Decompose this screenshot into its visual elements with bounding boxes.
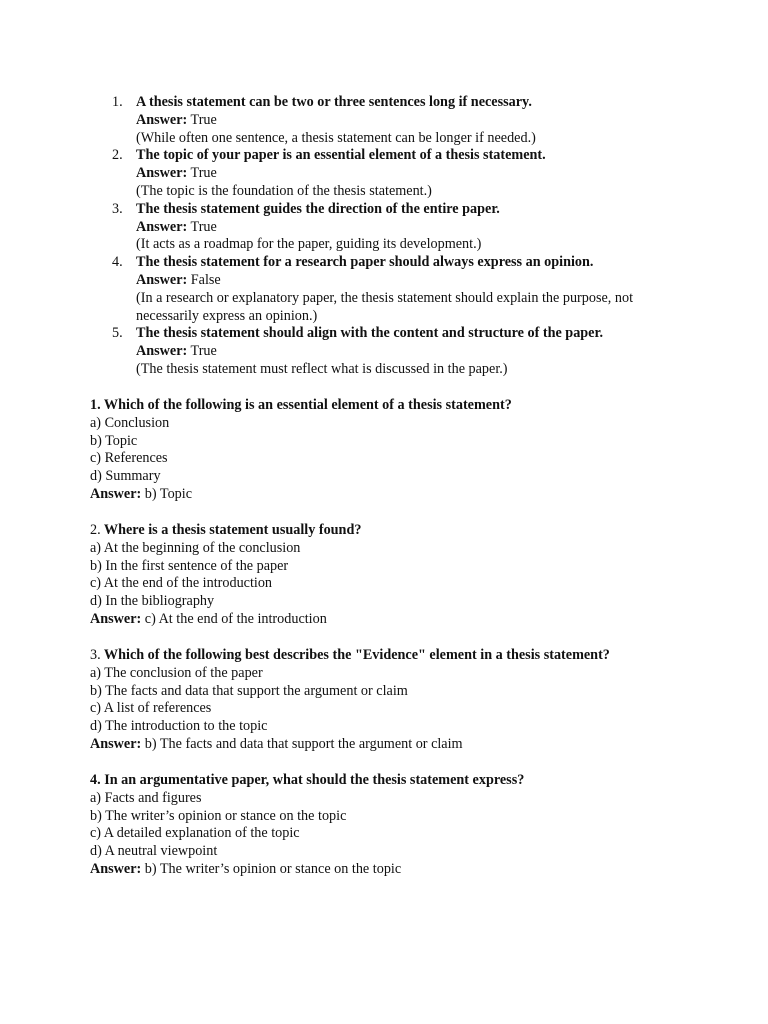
answer-label: Answer:: [90, 485, 142, 502]
option-a: a) At the beginning of the conclusion: [90, 539, 301, 556]
tf-explanation: (It acts as a roadmap for the paper, guiding its development.): [136, 236, 482, 253]
tf-answer: True: [187, 343, 217, 360]
question-text: In an argumentative paper, what should the thesis statement express?: [100, 772, 525, 788]
tf-explanation: (The topic is the foundation of the thesis statement.): [136, 182, 432, 199]
mc-answer-line: [90, 736, 690, 754]
mc-answer-line: [90, 861, 690, 879]
mc-answer: c) At the end of the introduction: [141, 610, 327, 627]
question-number: 1.: [90, 397, 101, 413]
answer-label: Answer:: [90, 860, 142, 877]
mc-answer-line: [90, 611, 690, 629]
tf-answer: True: [187, 111, 217, 128]
question-text: Which of the following is an essential element of a thesis statement?: [100, 397, 512, 413]
tf-statement: The topic of your paper is an essential element of a thesis statement.: [136, 147, 546, 164]
option-c: c) A list of references: [90, 700, 212, 717]
mc-question-line: [90, 772, 690, 790]
tf-answer-line: [136, 272, 678, 290]
tf-item-3: [0, 201, 768, 254]
mc-question-1: [90, 397, 690, 504]
question-text: Which of the following best describes the "Evidence" element in a thesis statement?: [100, 647, 610, 663]
answer-label: Answer:: [136, 165, 188, 182]
tf-answer-line: [136, 219, 678, 237]
tf-item-number: 2.: [112, 147, 123, 164]
option-b: b) Topic: [90, 432, 138, 449]
tf-explanation: (In a research or explanatory paper, the thesis statement should explain the purpose, not necessarily express an opinion.): [136, 289, 634, 324]
option-b: b) The writer’s opinion or stance on the topic: [90, 807, 347, 824]
option-d: d) In the bibliography: [90, 593, 215, 610]
option-d: d) Summary: [90, 468, 161, 485]
mc-answer: b) The writer’s opinion or stance on the topic: [141, 860, 402, 877]
option-d: d) The introduction to the topic: [90, 718, 268, 735]
tf-answer-line: [136, 165, 678, 183]
tf-item-number: 5.: [112, 325, 123, 342]
true-false-list: [0, 94, 768, 379]
mc-answer-line: [90, 486, 690, 504]
option-c: c) References: [90, 450, 168, 467]
tf-statement: The thesis statement for a research paper should always express an opinion.: [136, 254, 594, 271]
tf-answer: True: [187, 218, 217, 235]
tf-explanation: (The thesis statement must reflect what is discussed in the paper.): [136, 360, 508, 377]
option-c: c) A detailed explanation of the topic: [90, 825, 300, 842]
tf-answer-line: [136, 343, 678, 361]
tf-item-number: 1.: [112, 94, 123, 110]
mc-question-2: [90, 522, 690, 629]
mc-answer: b) Topic: [141, 485, 192, 502]
tf-explanation: (While often one sentence, a thesis statement can be longer if needed.): [136, 129, 536, 146]
answer-label: Answer:: [136, 271, 188, 288]
tf-answer: True: [187, 165, 217, 182]
mc-question-line: [90, 647, 690, 665]
tf-answer: False: [187, 271, 221, 288]
mc-question-4: [90, 772, 690, 879]
answer-label: Answer:: [136, 218, 188, 235]
answer-label: Answer:: [90, 610, 142, 627]
answer-label: Answer:: [136, 111, 188, 128]
tf-item-5: [0, 325, 768, 378]
option-b: b) In the first sentence of the paper: [90, 557, 289, 574]
option-a: a) Conclusion: [90, 414, 170, 431]
option-d: d) A neutral viewpoint: [90, 843, 218, 860]
mc-question-3: [90, 647, 690, 754]
tf-statement: A thesis statement can be two or three sentences long if necessary.: [136, 94, 532, 110]
mc-question-line: [90, 397, 690, 415]
tf-statement: The thesis statement guides the direction of the entire paper.: [136, 200, 500, 217]
mc-answer: b) The facts and data that support the argument or claim: [141, 735, 463, 752]
option-c: c) At the end of the introduction: [90, 575, 273, 592]
tf-item-1: [0, 94, 768, 147]
question-text: Where is a thesis statement usually found?: [100, 522, 362, 538]
tf-item-number: 4.: [112, 254, 123, 271]
tf-item-2: [0, 147, 768, 200]
tf-statement: The thesis statement should align with the content and structure of the paper.: [136, 325, 604, 342]
option-b: b) The facts and data that support the argument or claim: [90, 682, 408, 699]
tf-item-4: [0, 254, 768, 325]
tf-answer-line: [136, 112, 678, 130]
question-number: 2.: [90, 522, 101, 538]
option-a: a) The conclusion of the paper: [90, 664, 263, 681]
question-number: 4.: [90, 772, 101, 788]
tf-item-number: 3.: [112, 200, 123, 217]
answer-label: Answer:: [90, 735, 142, 752]
answer-label: Answer:: [136, 343, 188, 360]
option-a: a) Facts and figures: [90, 789, 202, 806]
mc-question-line: [90, 522, 690, 540]
question-number: 3.: [90, 647, 101, 663]
